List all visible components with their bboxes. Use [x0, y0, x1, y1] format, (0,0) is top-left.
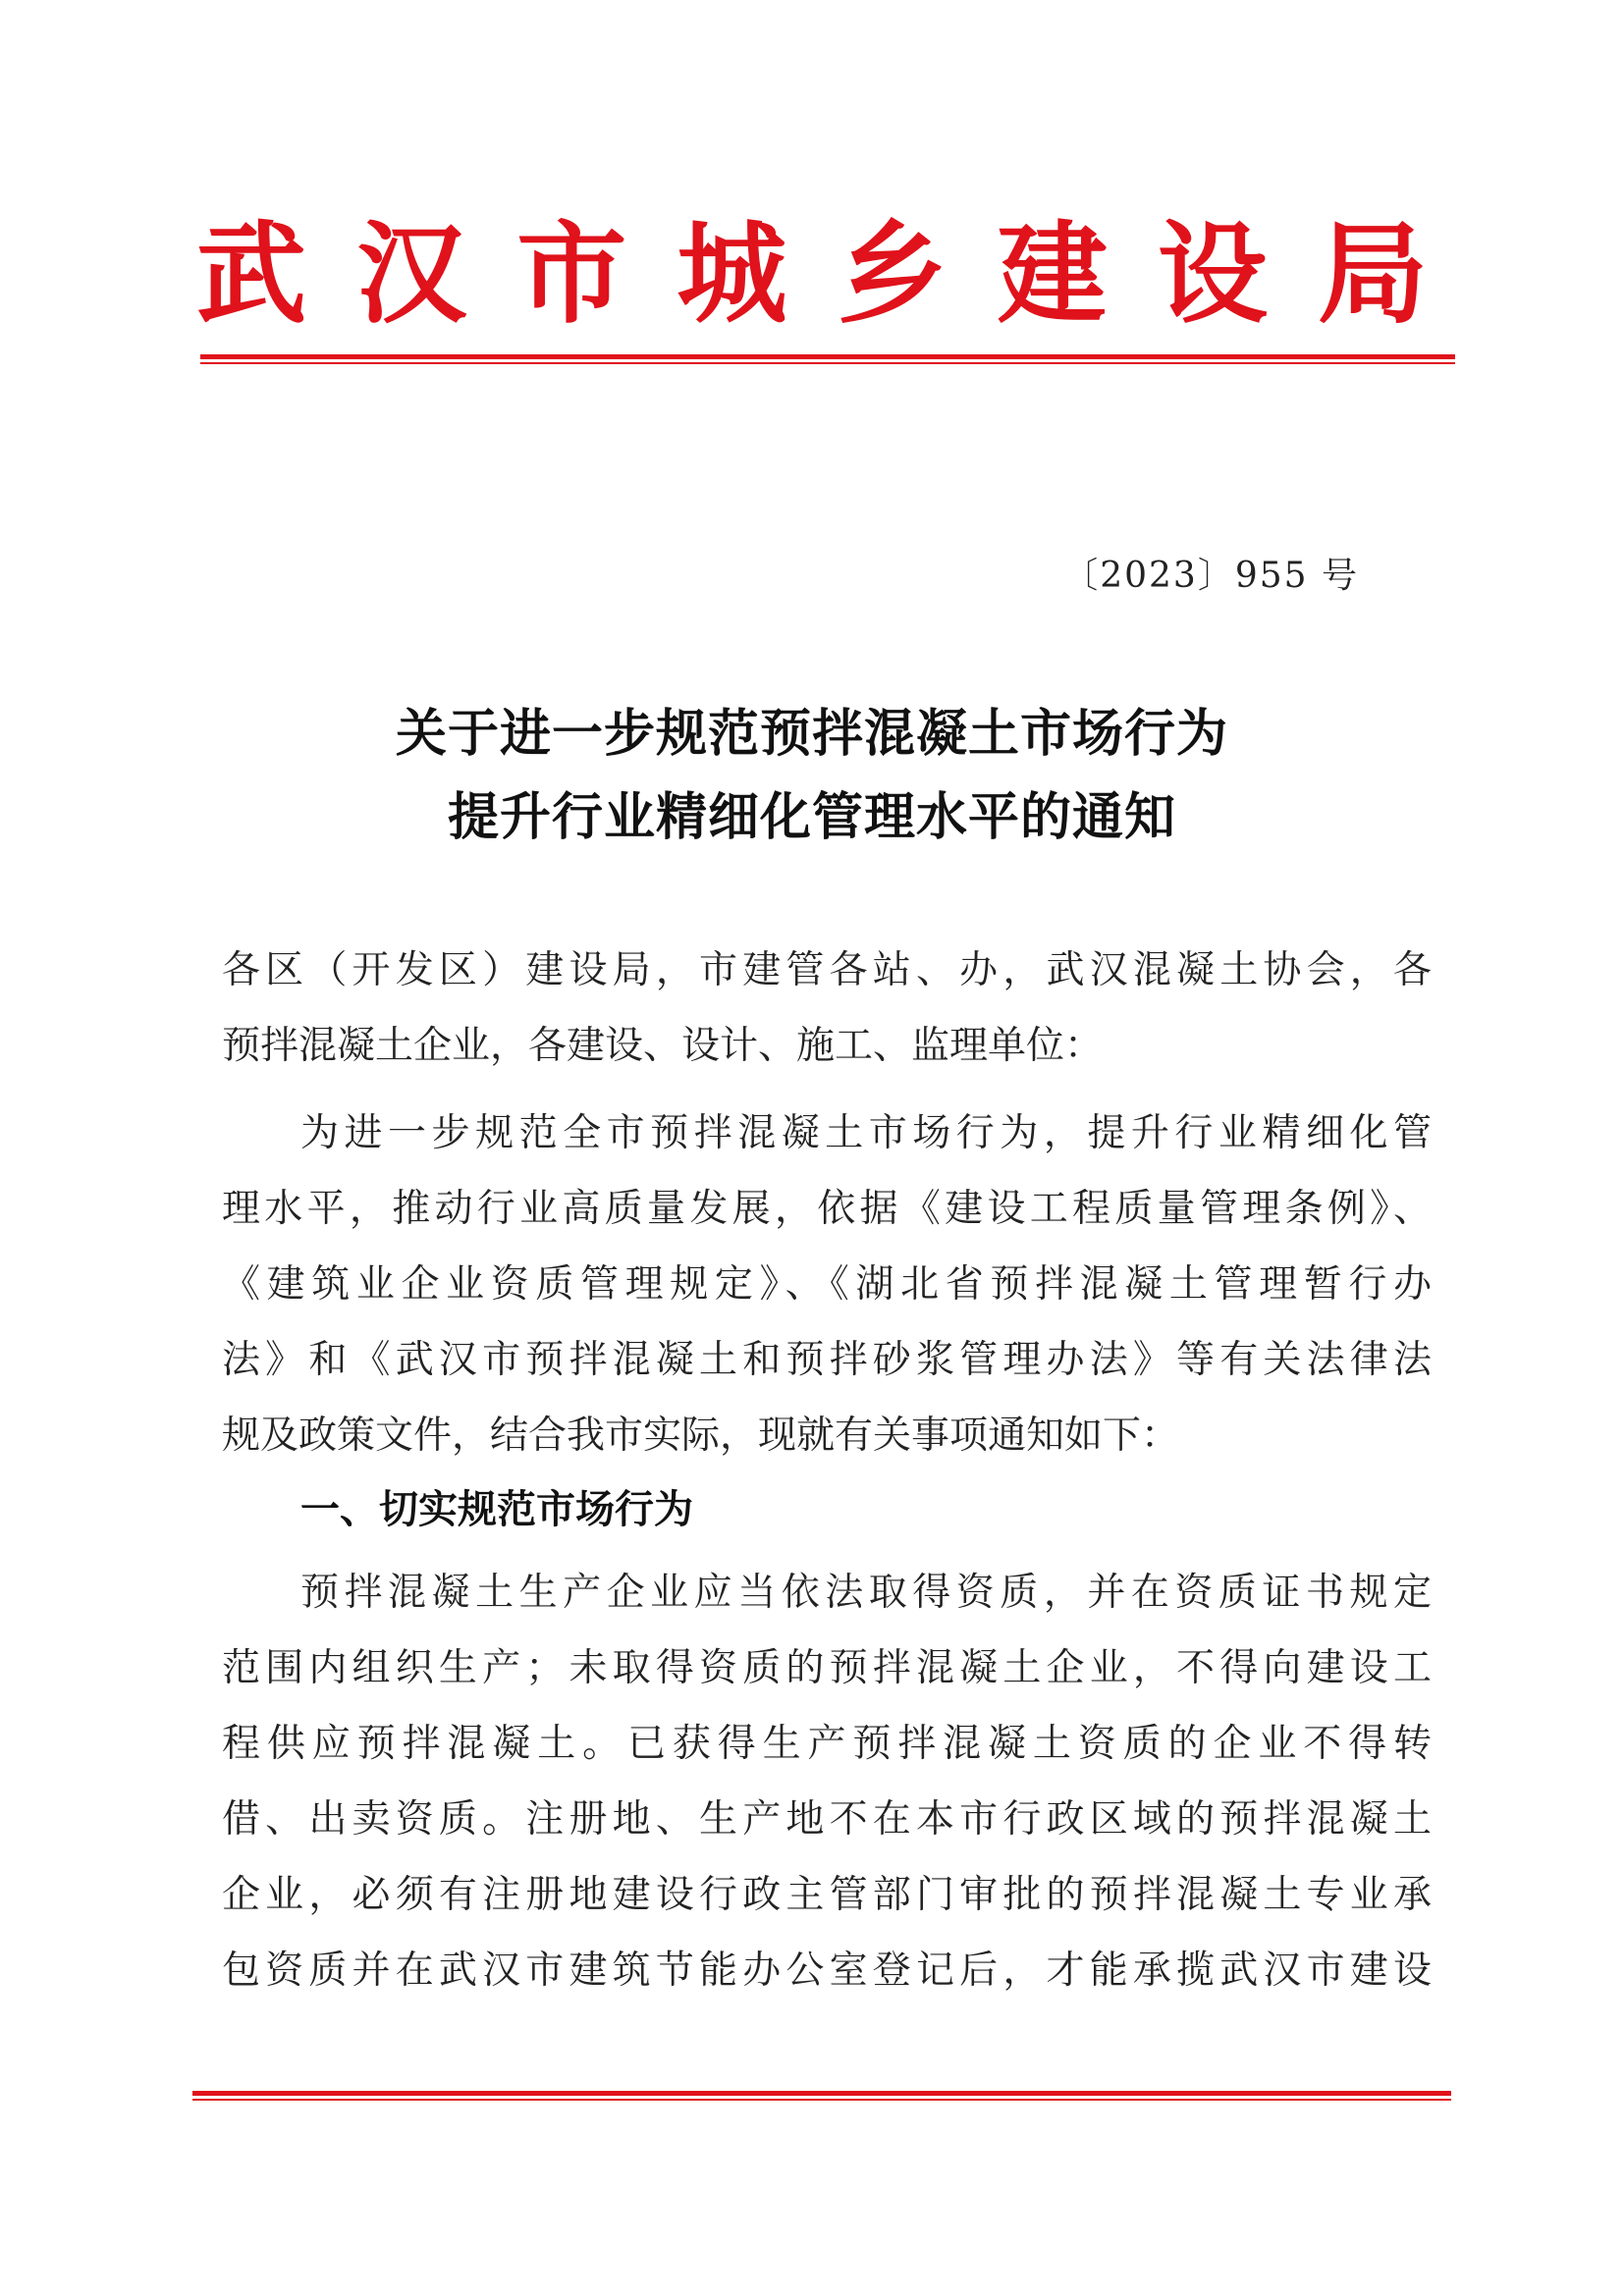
masthead-char: 乡 — [837, 210, 947, 339]
paragraph-line: 《建筑业企业资质管理规定》、《湖北省预拌混凝土管理暂行办 — [222, 1262, 1432, 1307]
paragraph-line: 预拌混凝土生产企业应当依法取得资质，并在资质证书规定 — [300, 1571, 1432, 1615]
divider-thin — [200, 362, 1455, 364]
document-title-line-2: 提升行业精细化管理水平的通知 — [447, 788, 1176, 847]
divider-thick — [200, 354, 1455, 359]
document-number: 〔2023〕955 号 — [1062, 556, 1359, 596]
masthead-char: 市 — [516, 210, 627, 339]
divider-thick — [192, 2091, 1451, 2096]
paragraph-line: 企业，必须有注册地建设行政主管部门审批的预拌混凝土专业承 — [222, 1873, 1432, 1917]
masthead-char: 设 — [1157, 210, 1268, 339]
addressee-line-2: 预拌混凝土企业，各建设、设计、施工、监理单位： — [222, 1024, 1104, 1068]
document-title-line-1: 关于进一步规范预拌混凝土市场行为 — [395, 705, 1228, 764]
addressee-line-1: 各区（开发区）建设局，市建管各站、办，武汉混凝土协会，各 — [222, 948, 1432, 992]
paragraph-line: 为进一步规范全市预拌混凝土市场行为，提升行业精细化管 — [300, 1111, 1432, 1155]
paragraph-line: 包资质并在武汉市建筑节能办公室登记后，才能承揽武汉市建设 — [222, 1949, 1432, 1993]
masthead-divider-line — [200, 354, 1455, 364]
masthead-char: 建 — [997, 210, 1108, 339]
masthead-char: 城 — [677, 210, 787, 339]
footer-divider-line — [192, 2091, 1451, 2101]
masthead-char: 武 — [196, 210, 306, 339]
paragraph-line: 借、出卖资质。注册地、生产地不在本市行政区域的预拌混凝土 — [222, 1797, 1432, 1842]
masthead-char: 汉 — [356, 210, 467, 339]
paragraph-line: 规及政策文件，结合我市实际，现就有关事项通知如下： — [222, 1414, 1180, 1458]
paragraph-line: 法》和《武汉市预拌混凝土和预拌砂浆管理办法》等有关法律法 — [222, 1338, 1432, 1382]
paragraph-line: 程供应预拌混凝土。已获得生产预拌混凝土资质的企业不得转 — [222, 1722, 1432, 1766]
masthead-char: 局 — [1317, 210, 1428, 339]
paragraph-line: 理水平，推动行业高质量发展，依据《建设工程质量管理条例》、 — [222, 1187, 1432, 1231]
issuing-authority-masthead — [196, 201, 1428, 348]
paragraph-line: 范围内组织生产；未取得资质的预拌混凝土企业，不得向建设工 — [222, 1646, 1432, 1690]
divider-thin — [192, 2099, 1451, 2101]
section-heading: 一、切实规范市场行为 — [300, 1487, 693, 1532]
